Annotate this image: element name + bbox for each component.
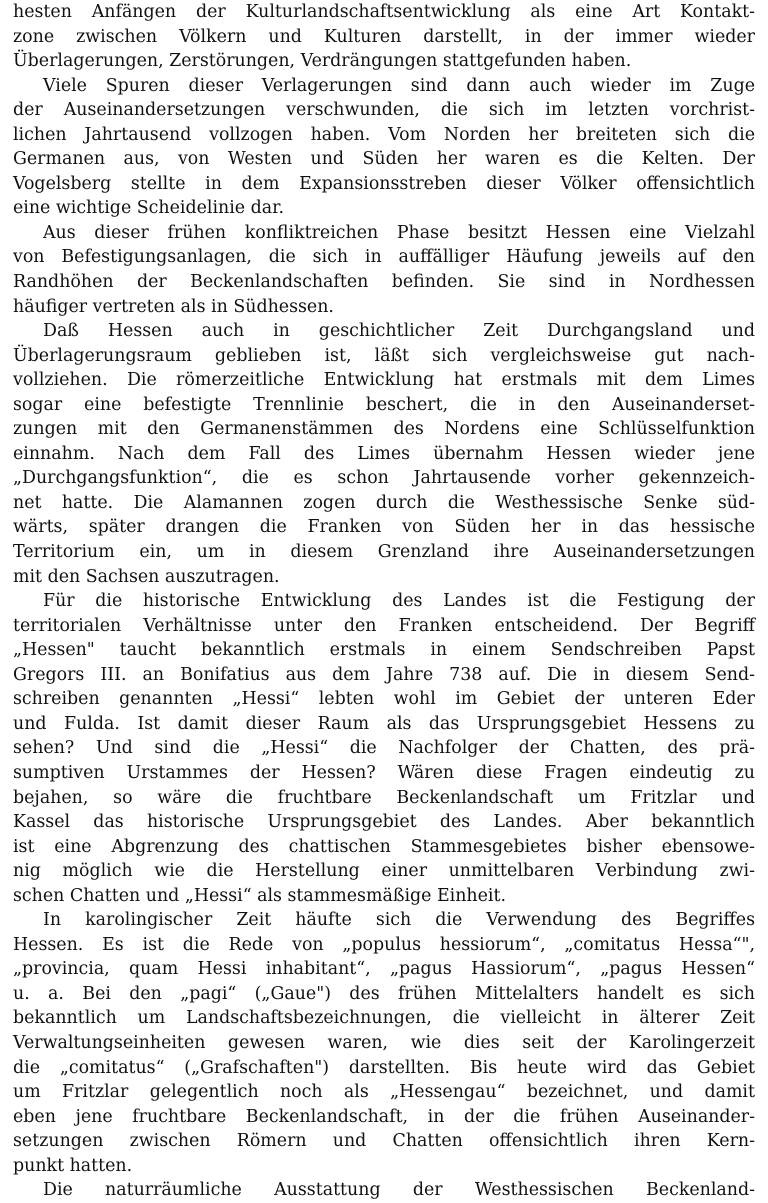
paragraph — [13, 1178, 755, 1203]
text-line: Viele Spuren dieser Verlagerungen sind dann auch wieder im Zuge — [43, 75, 755, 96]
paragraph — [13, 74, 755, 221]
text-line: setzungen zwischen Römern und Chatten offensichtlich ihren Kern- — [13, 1131, 755, 1152]
paragraph — [13, 319, 755, 589]
text-line: Kassel das historische Ursprungsgebiet des Landes. Aber bekanntlich — [13, 812, 755, 833]
text-line: vollziehen. Die römerzeitliche Entwicklung hat erstmals mit dem Limes — [13, 370, 755, 391]
document-page — [13, 0, 755, 1203]
text-line: zone zwischen Völkern und Kulturen darstellt, in der immer wieder — [13, 26, 755, 47]
text-line: Daß Hessen auch in geschichtlicher Zeit Durchgangsland und — [43, 321, 755, 342]
text-line: punkt hatten. — [13, 1155, 133, 1176]
text-line: mit den Sachsen auszutragen. — [13, 566, 280, 587]
text-line: territorialen Verhältnisse unter den Franken entscheidend. Der Begriff — [13, 615, 755, 636]
text-line: von Befestigungsanlagen, die sich in auffälliger Häufung jeweils auf den — [13, 247, 755, 268]
text-line: net hatte. Die Alamannen zogen durch die Westhessische Senke süd- — [13, 492, 755, 513]
text-line: u. a. Bei den „pagi“ („Gaue") des frühen Mittelalters handelt es sich — [13, 983, 755, 1004]
text-line: Randhöhen der Beckenlandschaften befinden. Sie sind in Nordhessen — [13, 272, 755, 293]
text-line: eben jene fruchtbare Beckenlandschaft, in der die frühen Auseinander- — [13, 1106, 755, 1127]
text-line: wärts, später drangen die Franken von Süden her in das hessische — [13, 517, 755, 538]
text-line: Gregors III. an Bonifatius aus dem Jahre 738 auf. Die in diesem Send- — [13, 664, 755, 685]
text-line: um Fritzlar gelegentlich noch als „Hessengau“ bezeichnet, und damit — [13, 1082, 755, 1103]
text-line: Überlagerungsraum geblieben ist, läßt sich vergleichsweise gut nach- — [13, 345, 755, 366]
text-line: ist eine Abgrenzung des chattischen Stammesgebietes bisher ebensowe- — [13, 836, 755, 857]
text-line: „Durchgangsfunktion“, die es schon Jahrtausende vorher gekennzeich- — [13, 468, 755, 489]
text-line: bejahen, so wäre die fruchtbare Beckenlandschaft um Fritzlar und — [13, 787, 755, 808]
text-line: Überlagerungen, Zerstörungen, Verdrängungen stattgefunden haben. — [13, 51, 632, 72]
text-line: eine wichtige Scheidelinie dar. — [13, 198, 285, 219]
text-line: zungen mit den Germanenstämmen des Nordens eine Schlüsselfunktion — [13, 419, 755, 440]
text-line: Verwaltungseinheiten gewesen waren, wie dies seit der Karolingerzeit — [13, 1032, 755, 1053]
text-line: „provincia, quam Hessi inhabitant“, „pagus Hassiorum“, „pagus Hessen“ — [13, 959, 755, 980]
text-line: sumptiven Urstammes der Hessen? Wären diese Fragen eindeutig zu — [13, 762, 755, 783]
text-line: sehen? Und sind die „Hessi“ die Nachfolger der Chatten, des prä- — [13, 738, 755, 759]
text-line: „Hessen" taucht bekanntlich erstmals in einem Sendschreiben Papst — [13, 640, 755, 661]
text-line: sogar eine befestigte Trennlinie beschert, die in den Auseinanderset- — [13, 394, 755, 415]
text-line: Vogelsberg stellte in dem Expansionsstreben dieser Völker offensichtlich — [13, 173, 755, 194]
paragraph — [13, 908, 755, 1178]
text-line: lichen Jahrtausend vollzogen haben. Vom Norden her breiteten sich die — [13, 124, 755, 145]
text-line: bekanntlich um Landschaftsbezeichnungen, die vielleicht in älterer Zeit — [13, 1008, 755, 1029]
text-line: hesten Anfängen der Kulturlandschaftsentwicklung als eine Art Kontakt- — [13, 2, 755, 22]
text-line: In karolingischer Zeit häufte sich die Verwendung des Begriffes — [43, 910, 755, 931]
text-line: einnahm. Nach dem Fall des Limes übernahm Hessen wieder jene — [13, 443, 755, 464]
paragraph — [13, 221, 755, 319]
text-line: Hessen. Es ist die Rede von „populus hessiorum“, „comitatus Hessa“", — [13, 934, 755, 955]
text-line: schen Chatten und „Hessi“ als stammesmäßige Einheit. — [13, 885, 506, 906]
text-line: Aus dieser frühen konfliktreichen Phase besitzt Hessen eine Vielzahl — [43, 222, 755, 243]
text-line: häufiger vertreten als in Südhessen. — [13, 296, 334, 317]
text-line: Die naturräumliche Ausstattung der Westhessischen Beckenland- — [43, 1180, 755, 1201]
text-line: und Fulda. Ist damit dieser Raum als das Ursprungsgebiet Hessens zu — [13, 713, 755, 734]
text-line: Territorium ein, um in diesem Grenzland ihre Auseinandersetzungen — [13, 542, 755, 563]
text-line: der Auseinandersetzungen verschwunden, die sich im letzten vorchrist- — [13, 100, 755, 121]
text-line: die „comitatus“ („Grafschaften") darstellten. Bis heute wird das Gebiet — [13, 1057, 755, 1078]
paragraph — [13, 589, 755, 908]
paragraph — [13, 0, 755, 74]
text-line: Für die historische Entwicklung des Landes ist die Festigung der — [43, 591, 755, 612]
text-line: nig möglich wie die Herstellung einer unmittelbaren Verbindung zwi- — [13, 861, 755, 882]
text-line: schreiben genannten „Hessi“ lebten wohl im Gebiet der unteren Eder — [13, 689, 755, 710]
text-line: Germanen aus, von Westen und Süden her waren es die Kelten. Der — [13, 149, 755, 170]
